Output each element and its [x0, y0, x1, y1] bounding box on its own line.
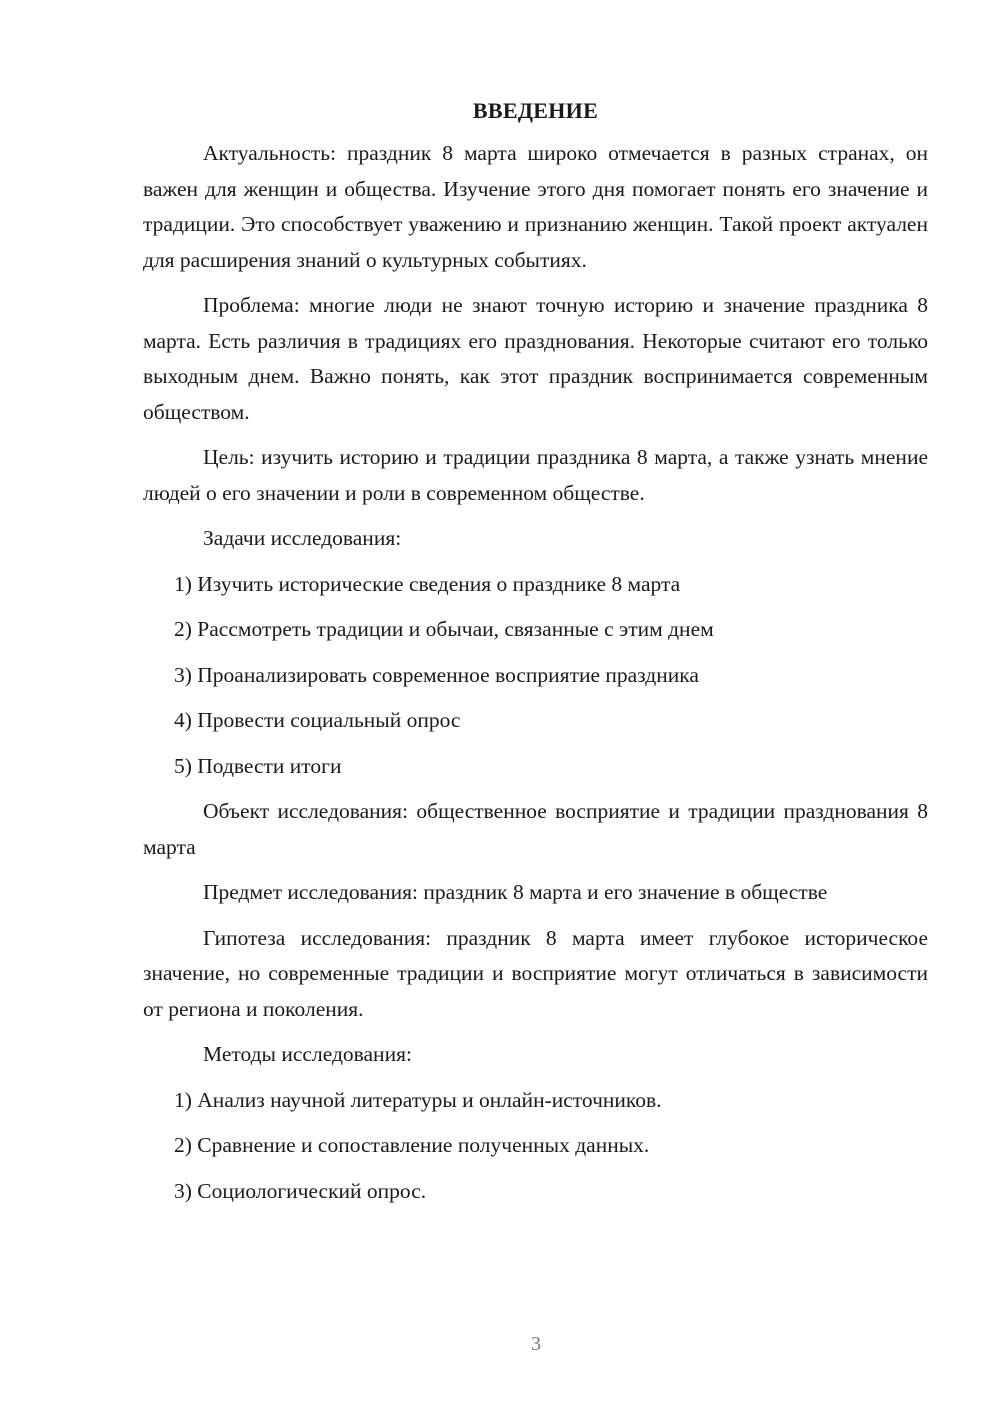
subject-paragraph: Предмет исследования: праздник 8 марта и его значение в обществе — [203, 880, 828, 904]
document-body — [143, 94, 928, 1219]
object-paragraph: Объект исследования: общественное восприятие и традиции празднования 8 марта — [143, 799, 928, 859]
list-item: 4) Провести социальный опрос — [174, 708, 461, 732]
methods-title: Методы исследования: — [203, 1042, 412, 1066]
tasks-title: Задачи исследования: — [203, 526, 402, 550]
list-item: 1) Анализ научной литературы и онлайн-источников. — [174, 1087, 662, 1112]
list-item: 5) Подвести итоги — [174, 753, 342, 778]
goal-paragraph: Цель: изучить историю и традиции праздника 8 марта, а также узнать мнение людей о его значении и роли в современном обществе. — [143, 445, 928, 505]
methods-list — [143, 1083, 928, 1210]
page-number: 3 — [531, 1333, 541, 1355]
page-title: ВВЕДЕНИЕ — [472, 98, 599, 123]
list-item: 2) Сравнение и сопоставление полученных данных. — [174, 1133, 650, 1157]
list-item: 1) Изучить исторические сведения о празднике 8 марта — [174, 571, 681, 596]
list-item: 3) Социологический опрос. — [174, 1178, 427, 1203]
list-item: 3) Проанализировать современное восприятие праздника — [174, 662, 699, 687]
hypothesis-paragraph: Гипотеза исследования: праздник 8 марта имеет глубокое историческое значение, но современные традиции и восприятие могут отличаться в зависимости от региона и поколения. — [143, 925, 928, 1021]
tasks-list — [143, 567, 928, 785]
relevance-paragraph: Актуальность: праздник 8 марта широко отмечается в разных странах, он важен для женщин и общества. Изучение этого дня помогает понять его значение и традиции. Это способствует уважению и признанию женщин. Такой проект актуален для расширения знаний о культурных событиях. — [143, 141, 928, 272]
list-item: 2) Рассмотреть традиции и обычаи, связанные с этим днем — [174, 617, 714, 641]
problem-paragraph: Проблема: многие люди не знают точную историю и значение праздника 8 марта. Есть различия в традициях его празднования. Некоторые считают его только выходным днем. Важно понять, как этот праздник воспринимается современным обществом. — [143, 293, 928, 424]
